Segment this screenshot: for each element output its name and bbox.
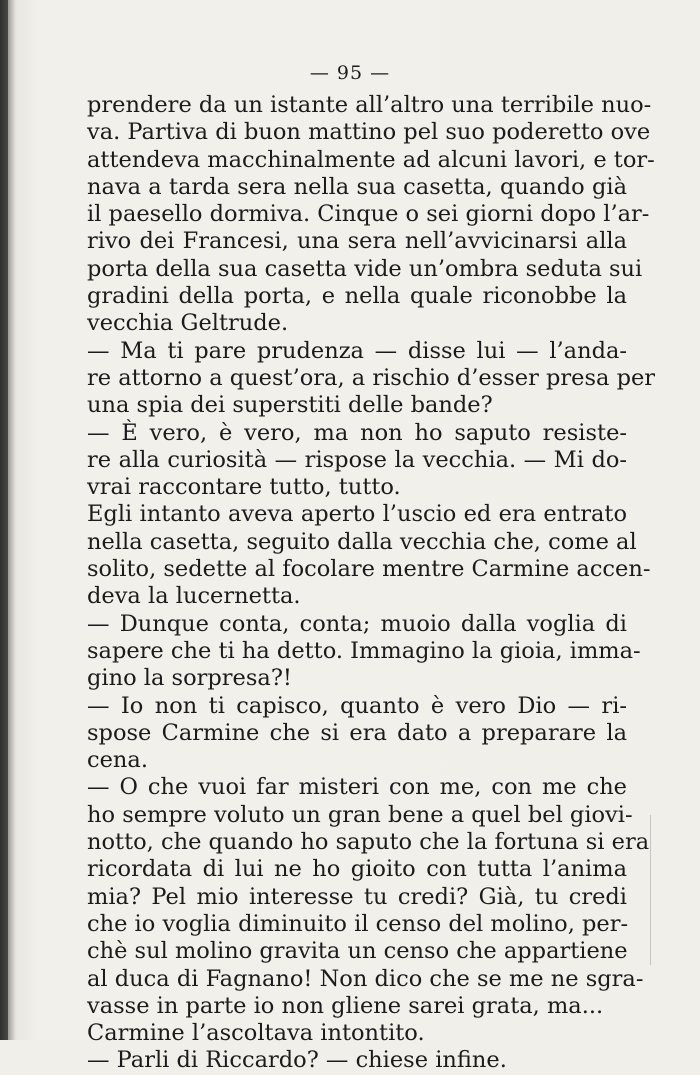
text-line: gino la sorpresa?! bbox=[87, 665, 292, 692]
page-gutter bbox=[0, 0, 8, 1040]
body-text bbox=[87, 92, 656, 1075]
text-line: — È vero, è vero, ma non ho saputo resiste- bbox=[87, 419, 627, 446]
text-line: mia? Pel mio interesse tu credi? Già, tu credi bbox=[87, 883, 627, 910]
text-line: — Ma ti pare prudenza — disse lui — l’anda- bbox=[87, 337, 627, 364]
text-line: — Dunque conta, conta; muoio dalla voglia di bbox=[87, 610, 627, 637]
text-line: — O che vuoi far misteri con me, con me che bbox=[87, 774, 627, 801]
text-line: sapere che ti ha detto. Immagino la gioia, imma- bbox=[87, 637, 641, 664]
text-line: nella casetta, seguito dalla vecchia che, come al bbox=[87, 528, 637, 555]
text-line: ho sempre voluto un gran bene a quel bel giovi- bbox=[87, 801, 633, 828]
text-line: al duca di Fagnano! Non dico che se me ne sgra- bbox=[87, 965, 644, 992]
text-line: re attorno a quest’ora, a rischio d’esser presa per bbox=[87, 364, 656, 391]
text-line: prendere da un istante all’altro una terribile nuo- bbox=[87, 92, 652, 118]
text-line: notto, che quando ho saputo che la fortuna si era bbox=[87, 829, 650, 856]
text-line: cena. bbox=[87, 747, 148, 774]
text-line: — Parli di Riccardo? — chiese infine. bbox=[87, 1047, 507, 1074]
text-line: ricordata di lui ne ho gioito con tutta l’anima bbox=[87, 856, 627, 883]
page-number: — 95 — bbox=[309, 62, 391, 84]
text-line: vasse in parte io non gliene sarei grata, ma... bbox=[87, 992, 604, 1019]
text-line: che io voglia diminuito il censo del molino, per- bbox=[87, 910, 629, 937]
text-line: chè sul molino gravita un censo che appartiene bbox=[87, 938, 628, 965]
text-line: — Io non ti capisco, quanto è vero Dio — ri- bbox=[87, 692, 627, 719]
text-line: attendeva macchinalmente ad alcuni lavori, e tor- bbox=[87, 146, 655, 173]
text-line: Egli intanto aveva aperto l’uscio ed era entrato bbox=[87, 501, 627, 528]
text-line: gradini della porta, e nella quale riconobbe la bbox=[87, 283, 627, 310]
text-line: vrai raccontare tutto, tutto. bbox=[87, 474, 401, 501]
text-line: solito, sedette al focolare mentre Carmine accen- bbox=[87, 556, 651, 583]
text-line: nava a tarda sera nella sua casetta, quando già bbox=[87, 173, 627, 200]
text-line: rivo dei Francesi, una sera nell’avvicinarsi alla bbox=[87, 228, 627, 255]
text-line: una spia dei superstiti delle bande? bbox=[87, 392, 493, 419]
text-line: il paesello dormiva. Cinque o sei giorni dopo l’ar- bbox=[87, 201, 650, 228]
text-line: deva la lucernetta. bbox=[87, 583, 301, 610]
text-line: spose Carmine che si era dato a preparare la bbox=[87, 719, 627, 746]
text-line: vecchia Geltrude. bbox=[87, 310, 289, 337]
page-edge-mark bbox=[650, 815, 651, 965]
text-line: re alla curiosità — rispose la vecchia. — Mi do- bbox=[87, 446, 627, 473]
text-line: Carmine l’ascoltava intontito. bbox=[87, 1020, 425, 1047]
text-line: porta della sua casetta vide un’ombra seduta sui bbox=[87, 255, 643, 282]
text-line: va. Partiva di buon mattino pel suo poderetto ove bbox=[87, 119, 651, 146]
